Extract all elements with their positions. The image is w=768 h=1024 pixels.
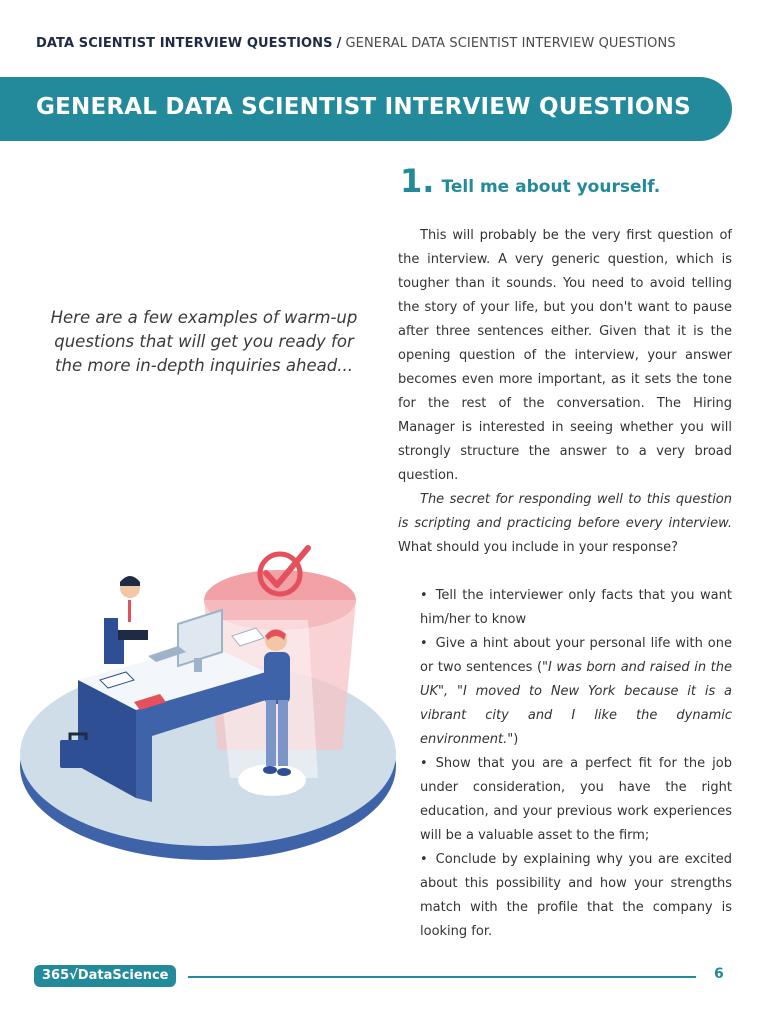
bullet-icon: • <box>420 852 428 867</box>
list-item-text: Tell the interviewer only facts that you want him/her to know <box>420 588 732 627</box>
list-item <box>420 584 732 632</box>
list-item <box>420 848 732 944</box>
question-paragraph-2 <box>398 488 732 560</box>
bullet-icon: • <box>420 756 428 771</box>
section-banner <box>0 77 732 141</box>
paragraph-2-rest: What should you include in your response? <box>398 540 679 555</box>
page-number: 6 <box>714 966 724 982</box>
breadcrumb <box>36 36 736 51</box>
bullet-icon: • <box>420 588 428 603</box>
question-title: Tell me about yourself. <box>441 177 661 197</box>
list-item <box>420 752 732 848</box>
breadcrumb-section: DATA SCIENTIST INTERVIEW QUESTIONS <box>36 36 333 51</box>
list-item-text-end: ) <box>513 732 519 747</box>
list-item-text: Conclude by explaining why you are excited about this possibility and how your strengths match with the profile that the company is looking for. <box>420 852 732 939</box>
page-title: GENERAL DATA SCIENTIST INTERVIEW QUESTIONS <box>36 94 691 120</box>
paragraph-2-emphasis: The secret for responding well to this question is scripting and practicing before every interview. <box>398 492 732 531</box>
breadcrumb-separator: / <box>336 36 342 51</box>
list-item <box>420 632 732 752</box>
intro-quote: Here are a few examples of warm-up questions that will get you ready for the more in-depth inquiries ahead... <box>50 308 358 375</box>
advice-list <box>420 584 732 944</box>
question-paragraph-1: This will probably be the very first question of the interview. A very generic question, which is tougher than it sounds. You need to avoid telling the story of your life, but you don't want to pause after three sentences either. Given that it is the opening question of the interview, your answer becomes even more important, as it sets the tone for the rest of the conversation. The Hiring Manager is interested in seeing whether you will strongly structure the answer to a very broad question. <box>398 228 732 483</box>
brand-logo: 365√DataScience <box>34 965 176 987</box>
bullet-icon: • <box>420 636 428 651</box>
interviewer-figure <box>118 576 168 640</box>
question-heading <box>400 162 660 200</box>
list-item-text: Give a hint about your personal life with one or two sentences ( <box>420 636 732 675</box>
breadcrumb-current: GENERAL DATA SCIENTIST INTERVIEW QUESTIONS <box>345 36 676 51</box>
list-item-example: "I was born and raised in the UK", "I moved to New York because it is a vibrant city and I like the dynamic environment." <box>420 660 733 747</box>
interview-illustration <box>18 540 398 870</box>
question-number: 1. <box>400 162 435 200</box>
list-item-text: Show that you are a perfect fit for the job under consideration, you have the right education, and your previous work experiences will be a valuable asset to the firm; <box>420 756 732 843</box>
footer-divider <box>188 976 696 978</box>
